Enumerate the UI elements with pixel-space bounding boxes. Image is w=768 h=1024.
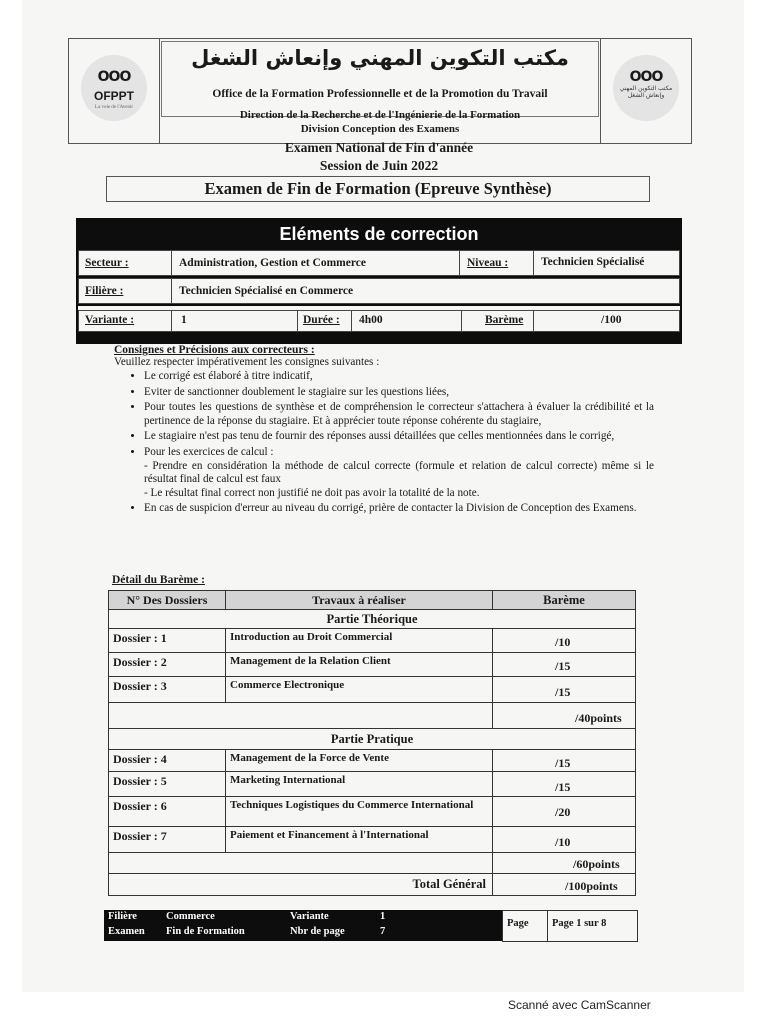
logo-name: OFPPT — [93, 89, 134, 103]
filiere-value: Technicien Spécialisé en Commerce — [179, 285, 354, 297]
filiere-row — [78, 278, 680, 304]
document-header — [68, 38, 692, 144]
camscanner-watermark: Scanné avec CamScanner — [508, 998, 651, 1012]
table-row-travail: Techniques Logistiques du Commerce International — [225, 796, 493, 827]
consignes-title: Consignes et Précisions aux correcteurs : — [114, 344, 315, 356]
consignes-intro: Veuillez respecter impérativement les consignes suivantes : — [114, 356, 380, 368]
table-row-travail: Marketing International — [225, 771, 493, 797]
pratique-total: /60points — [492, 852, 636, 874]
footer-variante-value: 1 — [380, 911, 386, 922]
table-row-note: /20 — [492, 796, 636, 827]
subtotal-spacer — [108, 702, 493, 729]
secteur-row — [78, 250, 680, 276]
niveau-label: Niveau : — [467, 257, 509, 269]
consigne-item: • Le corrigé est élaboré à titre indicatif, — [144, 370, 654, 384]
consigne-calc-sub2: - Le résultat final correct non justifié ne doit pas avoir la totalité de la note. — [144, 486, 480, 499]
table-row-dossier: Dossier : 1 — [108, 628, 226, 653]
table-row-travail: Management de la Relation Client — [225, 652, 493, 677]
partie-pratique-heading: Partie Pratique — [108, 728, 636, 750]
table-row-note: /15 — [492, 749, 636, 772]
exam-session: Session de Juin 2022 — [319, 158, 439, 173]
table-row-dossier: Dossier : 6 — [108, 796, 226, 827]
consigne-item: • Eviter de sanctionner doublement le stagiaire sur les questions liées, — [144, 386, 654, 400]
table-row-travail: Commerce Electronique — [225, 676, 493, 703]
exam-title: Examen de Fin de Formation (Epreuve Synthèse) — [106, 176, 650, 202]
total-label: Total Général — [108, 873, 493, 896]
office-line: Office de la Formation Professionnelle et de la Promotion du Travail — [212, 88, 548, 100]
col-header-travaux: Travaux à réaliser — [225, 590, 493, 610]
page-footer — [104, 910, 638, 944]
footer-filiere-value: Commerce — [166, 911, 215, 922]
filiere-label: Filière : — [85, 285, 124, 297]
exam-national: Examen National de Fin d'année — [284, 140, 474, 155]
consigne-calc: Pour les exercices de calcul : — [144, 445, 274, 458]
subtotal-spacer — [108, 852, 493, 874]
header-title-box — [161, 41, 599, 117]
bareme-table — [108, 590, 636, 896]
table-row-dossier: Dossier : 2 — [108, 652, 226, 677]
correction-banner: Eléments de correction — [76, 218, 682, 248]
right-logo-box — [600, 39, 691, 143]
table-row-note: /15 — [492, 652, 636, 677]
footer-page-label: Page — [502, 910, 548, 942]
ofppt-logo — [81, 55, 147, 121]
footer-examen-label: Examen — [108, 926, 145, 937]
secteur-label: Secteur : — [85, 257, 129, 269]
footer-page-value: Page 1 sur 8 — [547, 910, 638, 942]
consigne-calc-sub1: - Prendre en considération la méthode de calcul correcte (formule et relation de calcul correcte) même si le résultat final de calcul est faux — [144, 459, 654, 486]
consigne-item: • Pour toutes les questions de synthèse et de compréhension le correcteur s'attachera à évaluer la crédibilité et la pertinence de la réponse du stagiaire. Et à apprécier toute réponse cohérente du stagiaire, — [144, 401, 654, 428]
bareme-label: Barème — [485, 314, 524, 326]
division-line: Division Conception des Examens — [300, 123, 460, 135]
ofppt-logo-arabic — [613, 55, 679, 121]
variante-value: 1 — [181, 314, 187, 326]
col-header-dossiers: N° Des Dossiers — [108, 590, 226, 610]
table-row-dossier: Dossier : 7 — [108, 826, 226, 853]
footer-nbpage-value: 7 — [380, 926, 386, 937]
duree-value: 4h00 — [359, 314, 383, 326]
footer-examen-value: Fin de Formation — [166, 926, 245, 937]
logo-mark-icon-right: OOO — [629, 69, 663, 85]
table-row-travail: Management de la Force de Vente — [225, 749, 493, 772]
total-value: /100points — [492, 873, 636, 896]
logo-mark-icon: OOO — [97, 69, 131, 85]
variante-label: Variante : — [85, 314, 135, 326]
consigne-item: • Le stagiaire n'est pas tenu de fournir des réponses aussi détaillées que celles mentionnées dans le corrigé, — [144, 430, 654, 444]
left-logo-box — [69, 39, 160, 143]
niveau-value: Technicien Spécialisé — [541, 256, 645, 268]
direction-line: Direction de la Recherche et de l'Ingénierie de la Formation — [239, 109, 521, 121]
table-row-dossier: Dossier : 3 — [108, 676, 226, 703]
table-row-dossier: Dossier : 5 — [108, 771, 226, 797]
logo-tagline: La voie de l'Avenir — [94, 105, 134, 110]
bareme-value: /100 — [601, 314, 622, 326]
secteur-value: Administration, Gestion et Commerce — [179, 257, 366, 269]
arabic-title: مكتب التكوين المهني وإنعاش الشغل — [191, 46, 569, 70]
consignes-list — [102, 370, 654, 516]
bareme-title: Détail du Barème : — [112, 574, 205, 586]
footer-variante-label: Variante — [290, 911, 329, 922]
table-row-note: /15 — [492, 771, 636, 797]
consigne-item: • En cas de suspicion d'erreur au niveau du corrigé, prière de contacter la Division de Conception des Examens. — [144, 502, 654, 516]
logo-arabic-text: مكتب التكوين المهني وإنعاش الشغل — [619, 85, 673, 99]
table-row-note: /10 — [492, 628, 636, 653]
consigne-item — [144, 446, 654, 500]
theorique-total: /40points — [492, 702, 636, 729]
col-header-bareme: Barème — [492, 590, 636, 610]
footer-filiere-label: Filière — [108, 911, 137, 922]
consignes-section — [114, 344, 654, 518]
variante-row — [78, 310, 680, 332]
table-row-note: /10 — [492, 826, 636, 853]
table-row-travail: Introduction au Droit Commercial — [225, 628, 493, 653]
duree-label: Durée : — [303, 314, 340, 326]
table-row-dossier: Dossier : 4 — [108, 749, 226, 772]
table-row-travail: Paiement et Financement à l'International — [225, 826, 493, 853]
footer-nbpage-label: Nbr de page — [290, 926, 345, 937]
table-row-note: /15 — [492, 676, 636, 703]
partie-theorique-heading: Partie Théorique — [108, 609, 636, 629]
